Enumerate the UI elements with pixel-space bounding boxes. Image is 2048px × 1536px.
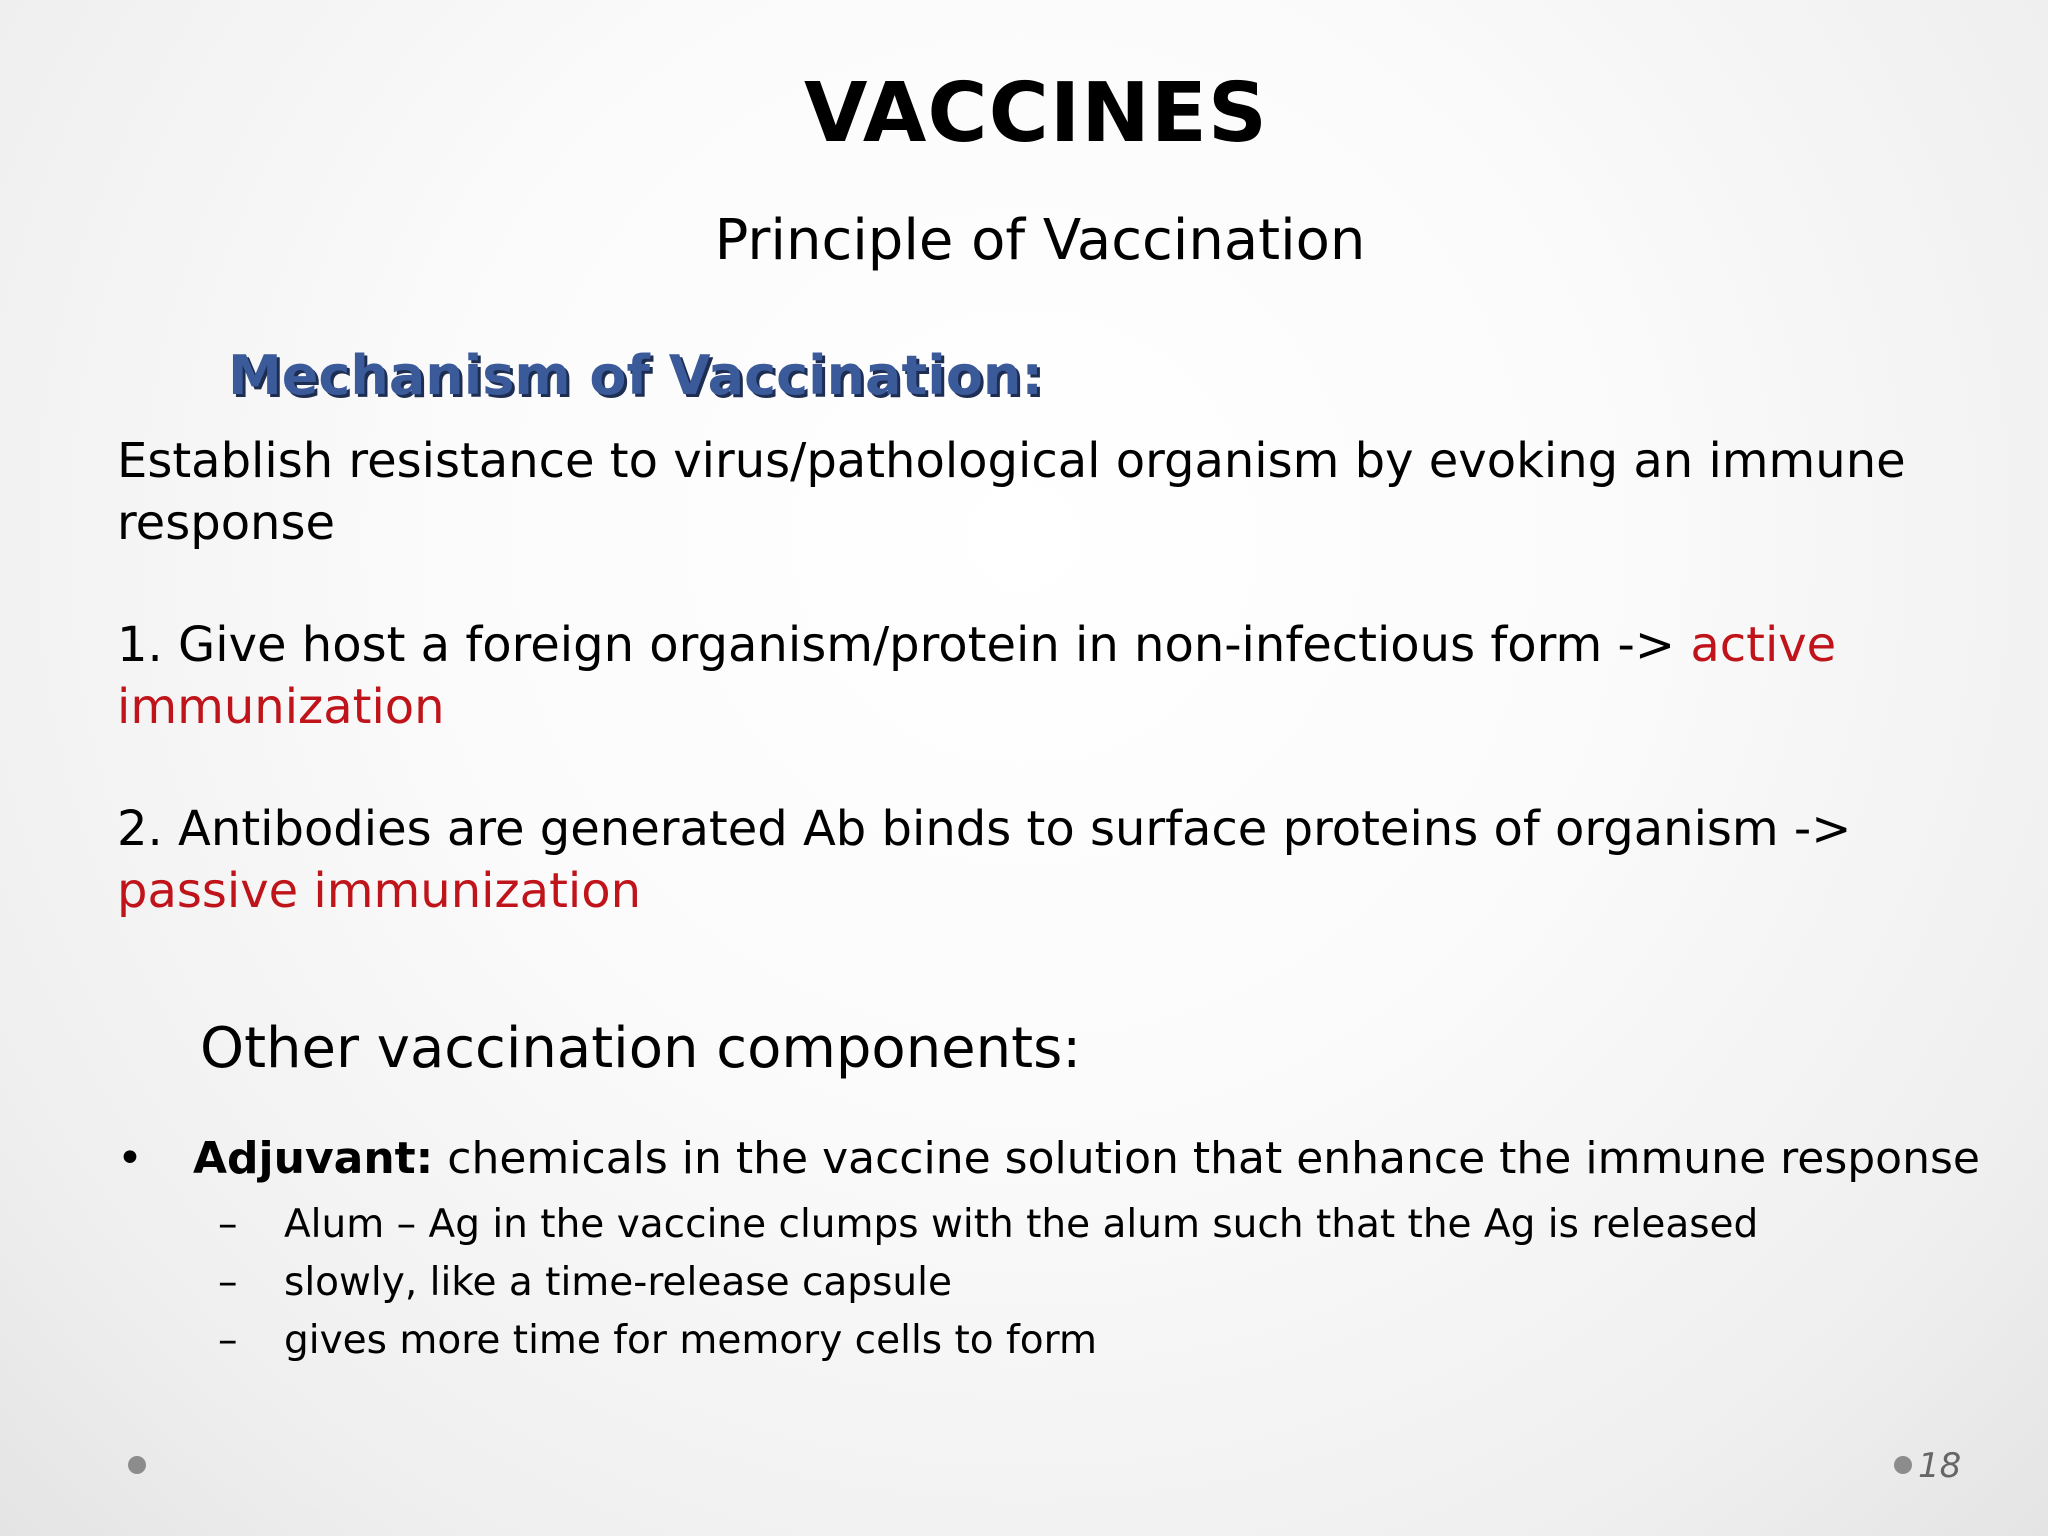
passive-immunization-highlight: passive immunization <box>117 863 642 919</box>
bullet-marker: • <box>117 1133 143 1184</box>
paragraph-active-immunization <box>117 614 1937 738</box>
adjuvant-sub-list <box>218 1196 1758 1370</box>
dash-marker: – <box>218 1260 238 1305</box>
list-item <box>218 1312 1758 1370</box>
adjuvant-bullet <box>117 1130 1980 1188</box>
dash-marker: – <box>218 1318 238 1363</box>
other-components-heading: Other vaccination components: <box>200 1016 1082 1081</box>
list-item <box>218 1196 1758 1254</box>
list-item <box>218 1254 1758 1312</box>
sub-item-text: Alum – Ag in the vaccine clumps with the alum such that the Ag is released <box>284 1202 1759 1247</box>
mechanism-heading: Mechanism of Vaccination: <box>228 344 1043 407</box>
adjuvant-term: Adjuvant: <box>193 1133 434 1184</box>
dash-marker: – <box>218 1202 238 1247</box>
paragraph-resistance: Establish resistance to virus/pathological organism by evoking an immune response <box>117 433 1906 551</box>
paragraph-passive-text: 2. Antibodies are generated Ab binds to surface proteins of organism -> <box>117 801 1852 857</box>
adjuvant-definition: chemicals in the vaccine solution that enhance the immune response <box>447 1133 1980 1184</box>
footer-left-dot-icon <box>128 1456 146 1474</box>
sub-item-text: gives more time for memory cells to form <box>284 1318 1097 1363</box>
active-immunization-highlight: active immunization <box>117 617 1837 735</box>
paragraph-passive-immunization <box>117 798 1937 922</box>
page-number: 18 <box>1918 1446 1962 1486</box>
slide-title: VACCINES <box>804 66 1268 161</box>
slide-subtitle: Principle of Vaccination <box>714 208 1366 273</box>
paragraph-active-text: 1. Give host a foreign organism/protein in non-infectious form -> <box>117 617 1691 673</box>
sub-item-text: slowly, like a time-release capsule <box>284 1260 952 1305</box>
footer-right-dot-icon <box>1894 1456 1912 1474</box>
